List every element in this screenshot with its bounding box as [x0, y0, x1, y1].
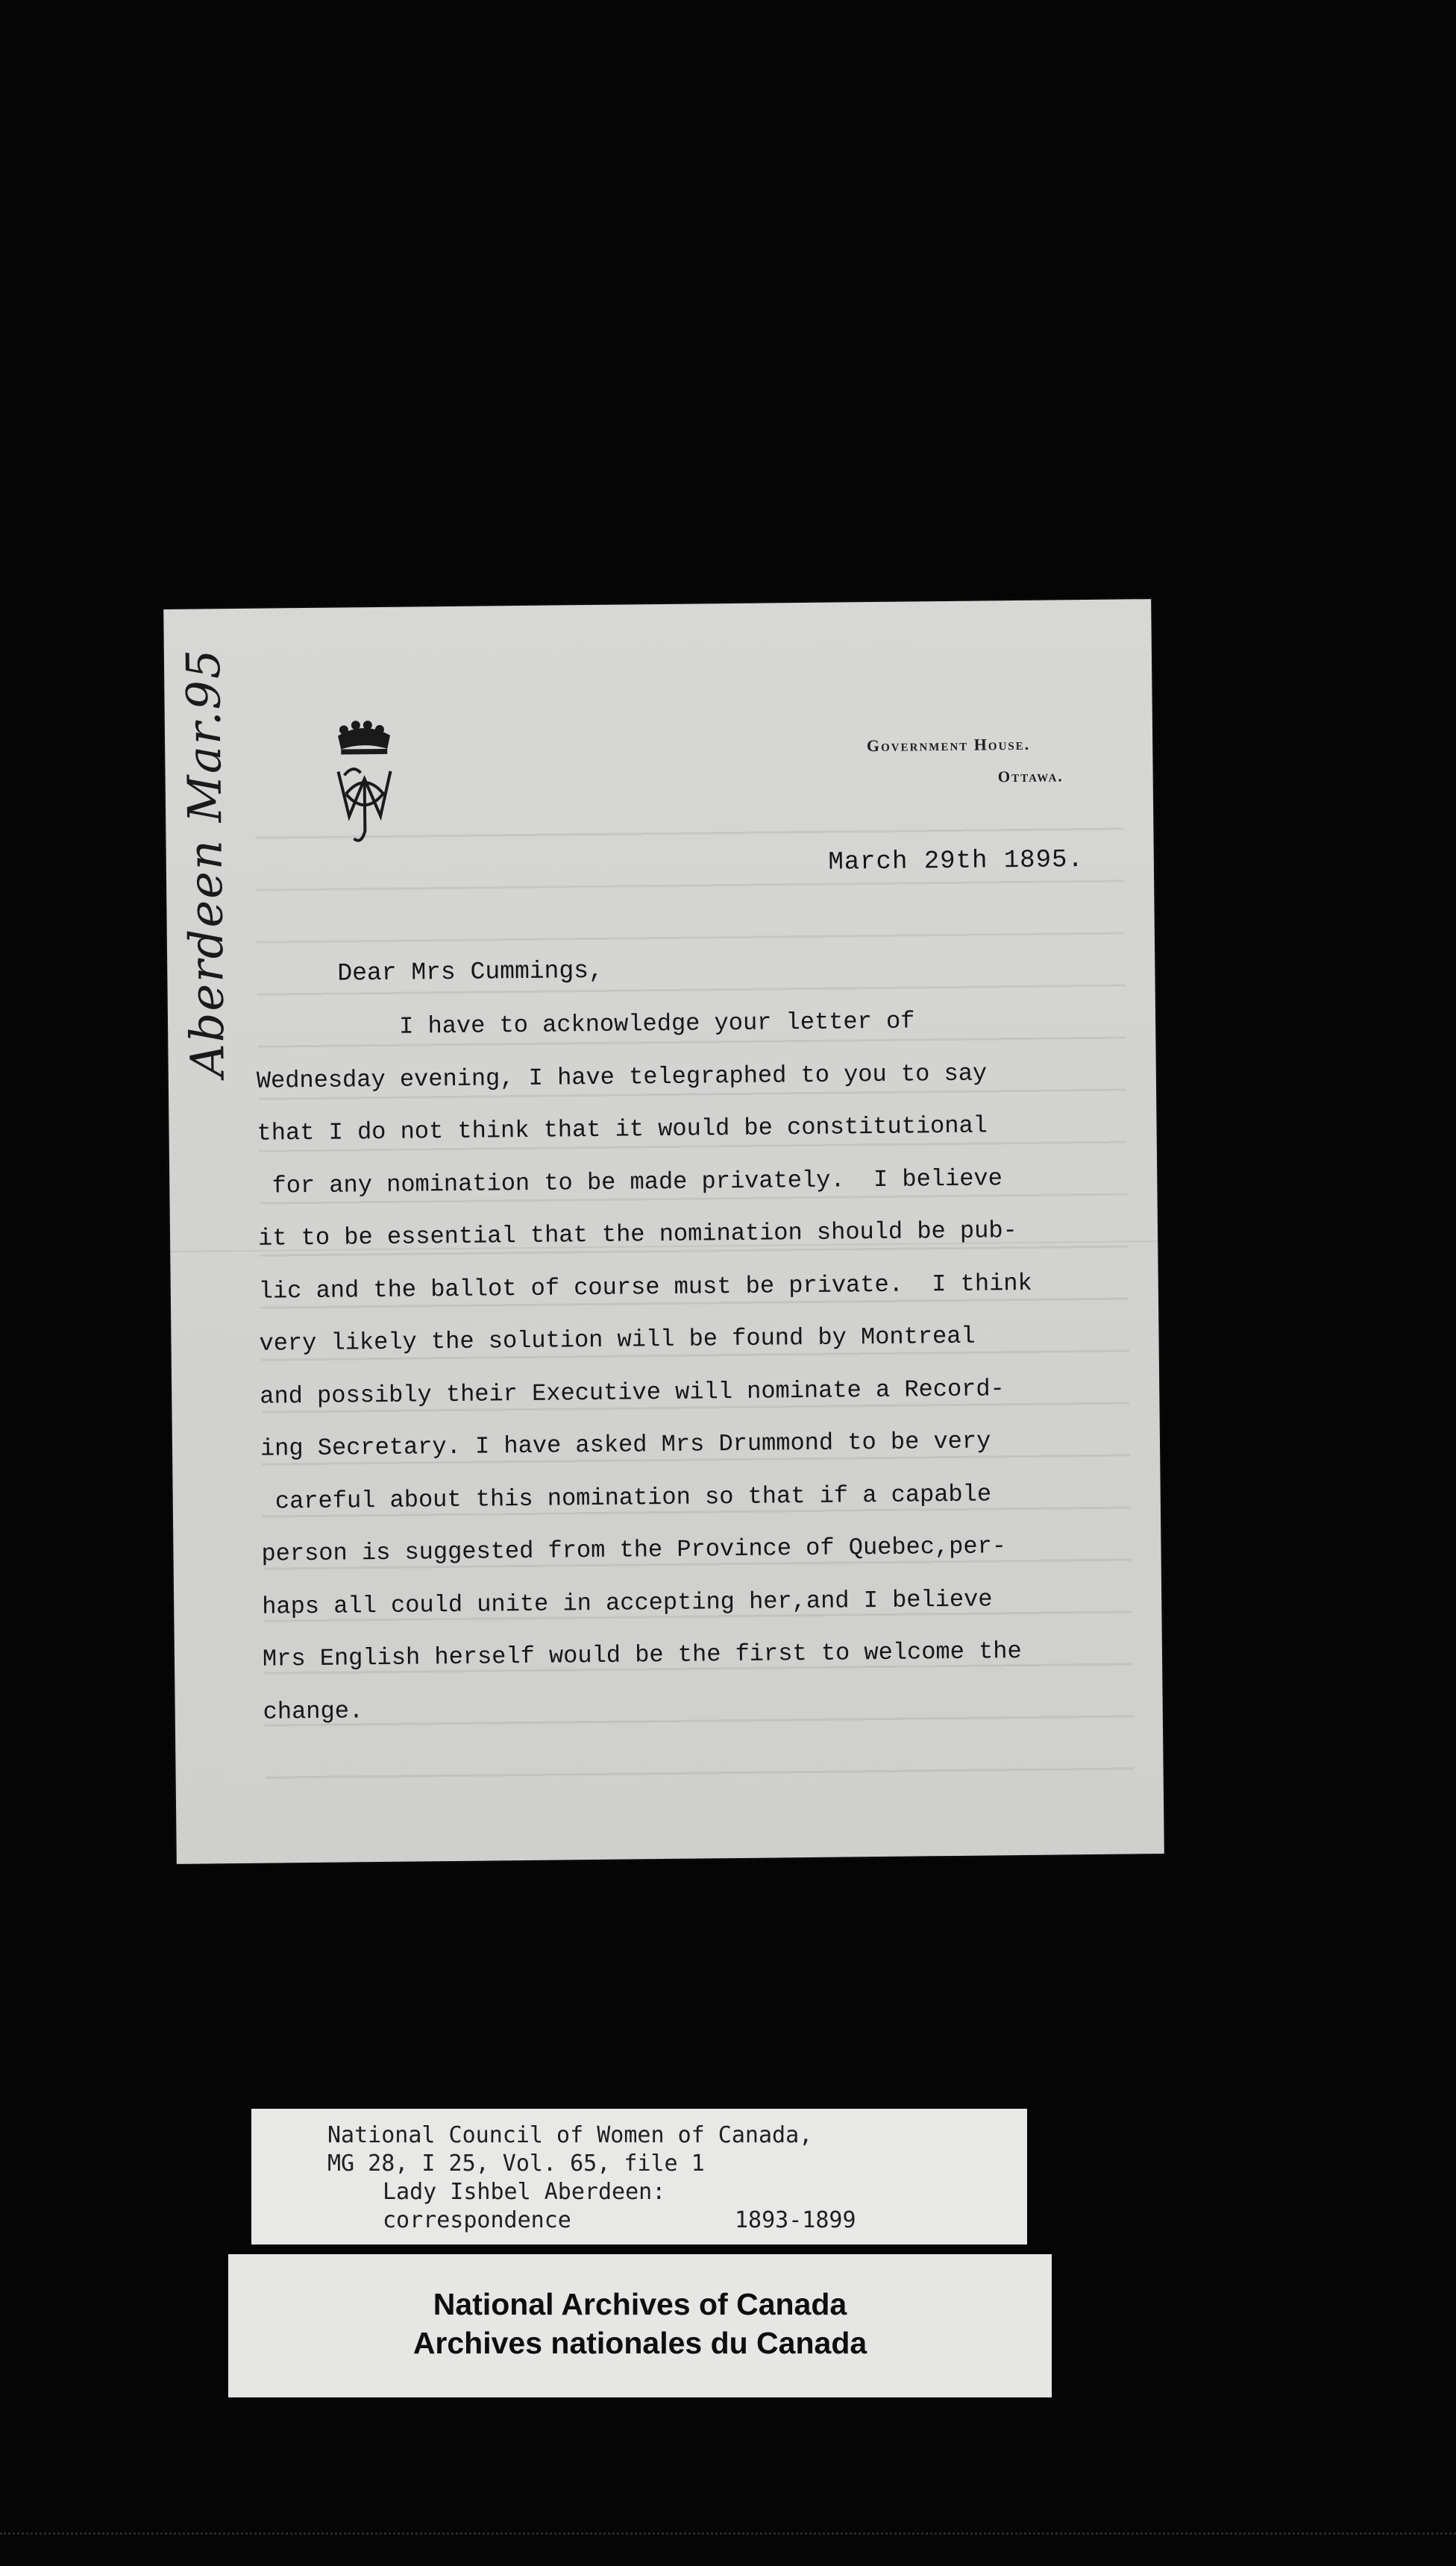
reference-dates: 1893-1899 — [735, 2207, 856, 2233]
body-line: haps all could unite in accepting her,and I believe — [262, 1584, 993, 1621]
body-line: ing Secretary. I have asked Mrs Drummond to be very — [260, 1427, 991, 1463]
archives-french: Archives nationales du Canada — [412, 2326, 867, 2360]
reference-line4: correspondence — [383, 2207, 571, 2233]
archives-english: National Archives of Canada — [433, 2287, 847, 2321]
reference-label — [251, 2109, 1027, 2245]
crown-monogram-icon — [330, 719, 399, 847]
body-line: person is suggested from the Province of Quebec,per- — [261, 1532, 1007, 1568]
reference-line3: Lady Ishbel Aberdeen: — [383, 2179, 666, 2205]
body-line: and possibly their Executive will nominate a Record- — [260, 1374, 1005, 1411]
body-line: Mrs English herself would be the first to welcome the — [262, 1637, 1022, 1673]
film-frame-edge — [0, 2532, 1456, 2537]
reference-line2: MG 28, I 25, Vol. 65, file 1 — [327, 2151, 705, 2177]
salutation: Dear Mrs Cummings, — [337, 956, 603, 988]
body-line: I have to acknowledge your letter of — [255, 1007, 915, 1042]
reference-line1: National Council of Women of Canada, — [327, 2122, 813, 2148]
letterhead — [867, 734, 1064, 788]
archives-stamp — [228, 2254, 1052, 2397]
body-line: very likely the solution will be found by Montreal — [259, 1322, 976, 1358]
body-line: that I do not think that it would be constitutional — [257, 1111, 988, 1147]
body-line: careful about this nomination so that if a capable — [260, 1479, 992, 1516]
letter-sheet — [163, 599, 1164, 1864]
letterhead-line1: Government House. — [866, 734, 1031, 756]
body-line: lic and the ballot of course must be private. I think — [258, 1269, 1032, 1305]
body-line: it to be essential that the nomination should be pub- — [257, 1217, 1017, 1252]
body-line: for any nomination to be made privately. I believe — [257, 1164, 1003, 1200]
letter-date: March 29th 1895. — [828, 846, 1085, 877]
letter-body — [256, 994, 1099, 1739]
body-line: change. — [263, 1696, 364, 1726]
letterhead-line2: Ottawa. — [997, 767, 1064, 786]
body-line: Wednesday evening, I have telegraphed to you to say — [256, 1058, 988, 1095]
margin-annotation-text: Aberdeen Mar.95 — [175, 647, 235, 1078]
